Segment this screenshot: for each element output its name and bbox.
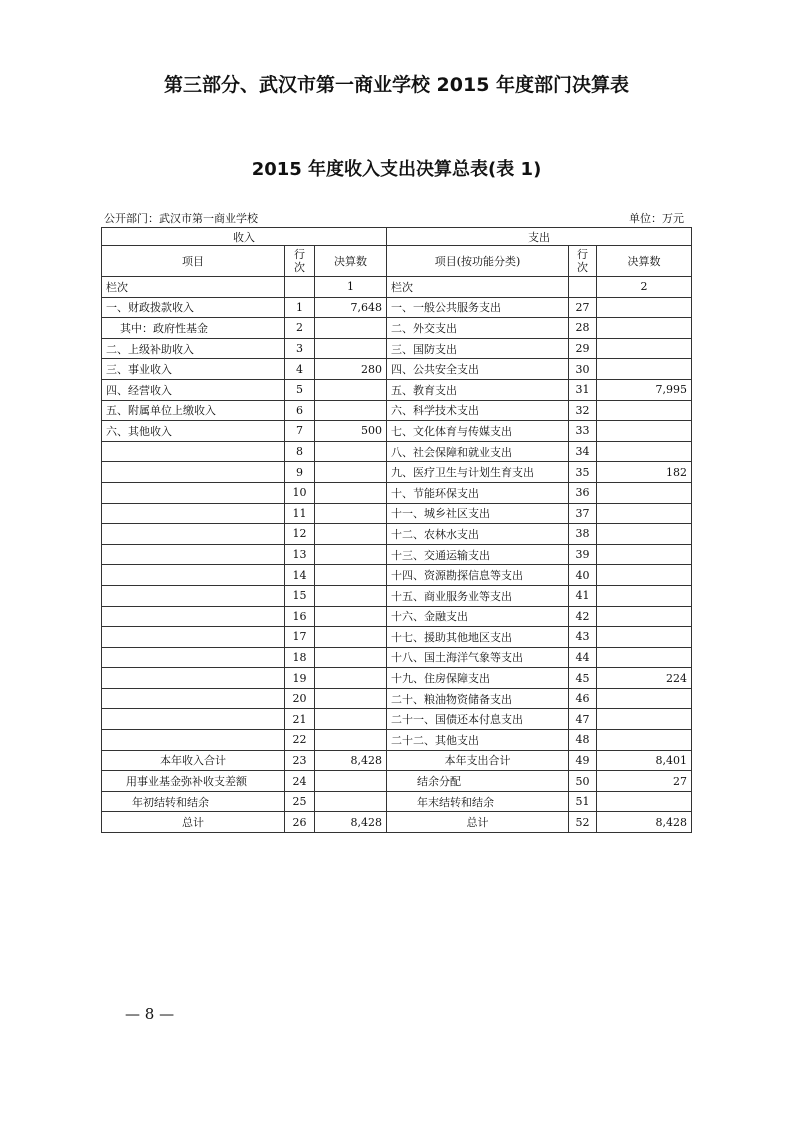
expense-item-cell: 十五、商业服务业等支出 <box>387 585 569 606</box>
expense-line-cell: 44 <box>569 647 597 668</box>
expense-amount-cell <box>597 730 692 751</box>
income-item-cell: 四、经营收入 <box>102 379 285 400</box>
expense-line-cell: 33 <box>569 421 597 442</box>
expense-line-cell: 27 <box>569 297 597 318</box>
income-amount-cell <box>315 730 387 751</box>
expense-item-cell: 五、教育支出 <box>387 379 569 400</box>
income-item-cell: 本年收入合计 <box>102 750 285 771</box>
expense-line-cell: 34 <box>569 441 597 462</box>
col-header-amount2: 决算数 <box>597 246 692 277</box>
income-amount-cell <box>315 709 387 730</box>
expense-item-cell: 十九、住房保障支出 <box>387 668 569 689</box>
table-row <box>102 730 692 751</box>
income-item-cell <box>102 462 285 483</box>
income-line-cell: 15 <box>285 585 315 606</box>
income-header: 收入 <box>102 228 387 246</box>
expense-line-cell: 28 <box>569 318 597 339</box>
income-line-cell: 3 <box>285 338 315 359</box>
income-item-cell <box>102 441 285 462</box>
expense-item-cell: 六、科学技术支出 <box>387 400 569 421</box>
expense-line-cell: 36 <box>569 482 597 503</box>
expense-amount-cell: 27 <box>597 771 692 792</box>
income-line-cell: 11 <box>285 503 315 524</box>
income-line-cell: 26 <box>285 812 315 833</box>
income-item-cell <box>102 503 285 524</box>
expense-item-cell: 一、一般公共服务支出 <box>387 297 569 318</box>
expense-amount-cell <box>597 627 692 648</box>
income-line-cell: 4 <box>285 359 315 380</box>
expense-item-cell: 二十、粮油物资储备支出 <box>387 688 569 709</box>
expense-amount-cell <box>597 709 692 730</box>
table-body <box>102 277 692 833</box>
expense-amount-cell <box>597 359 692 380</box>
table-header-row <box>102 246 692 277</box>
expense-amount-cell: 8,401 <box>597 750 692 771</box>
income-item-cell: 一、财政拨款收入 <box>102 297 285 318</box>
income-line-cell: 18 <box>285 647 315 668</box>
expense-amount-cell: 182 <box>597 462 692 483</box>
income-expense-table <box>101 227 692 833</box>
income-item-cell: 六、其他收入 <box>102 421 285 442</box>
expense-amount-cell <box>597 544 692 565</box>
income-amount-cell <box>315 627 387 648</box>
table-row <box>102 338 692 359</box>
expense-item-cell: 二十二、其他支出 <box>387 730 569 751</box>
expense-item-cell: 九、医疗卫生与计划生育支出 <box>387 462 569 483</box>
income-line-cell: 25 <box>285 791 315 812</box>
income-amount-cell: 8,428 <box>315 750 387 771</box>
income-item-cell <box>102 730 285 751</box>
income-item-cell <box>102 627 285 648</box>
table-row <box>102 503 692 524</box>
income-amount-cell <box>315 668 387 689</box>
income-item-cell: 年初结转和结余 <box>102 791 285 812</box>
income-item-cell <box>102 688 285 709</box>
income-line-cell: 17 <box>285 627 315 648</box>
expense-line-cell: 41 <box>569 585 597 606</box>
income-item-cell <box>102 647 285 668</box>
table-row <box>102 606 692 627</box>
column-empty-left <box>285 277 315 298</box>
income-amount-cell: 8,428 <box>315 812 387 833</box>
unit-label: 单位：万元 <box>629 212 684 225</box>
income-item-cell <box>102 482 285 503</box>
expense-line-cell: 32 <box>569 400 597 421</box>
expense-item-cell: 十三、交通运输支出 <box>387 544 569 565</box>
income-item-cell <box>102 668 285 689</box>
expense-amount-cell <box>597 585 692 606</box>
expense-amount-cell <box>597 318 692 339</box>
table-header-group-row <box>102 228 692 246</box>
expense-line-cell: 29 <box>569 338 597 359</box>
income-item-cell <box>102 585 285 606</box>
income-amount-cell: 500 <box>315 421 387 442</box>
expense-line-cell: 43 <box>569 627 597 648</box>
expense-amount-cell <box>597 791 692 812</box>
summary-row <box>102 750 692 771</box>
table-title: 2015 年度收入支出决算总表(表 1) <box>251 159 542 180</box>
expense-item-cell: 总计 <box>387 812 569 833</box>
income-amount-cell <box>315 647 387 668</box>
income-line-cell: 8 <box>285 441 315 462</box>
income-line-cell: 21 <box>285 709 315 730</box>
column-label-right: 栏次 <box>387 277 569 298</box>
expense-item-cell: 八、社会保障和就业支出 <box>387 441 569 462</box>
table-row <box>102 359 692 380</box>
table-row <box>102 688 692 709</box>
expense-amount-cell <box>597 421 692 442</box>
expense-item-cell: 结余分配 <box>387 771 569 792</box>
expense-amount-cell: 224 <box>597 668 692 689</box>
income-amount-cell <box>315 318 387 339</box>
income-amount-cell <box>315 338 387 359</box>
expense-line-cell: 47 <box>569 709 597 730</box>
expense-amount-cell <box>597 482 692 503</box>
table-row <box>102 441 692 462</box>
table-row <box>102 462 692 483</box>
col-header-item: 项目 <box>102 246 285 277</box>
expense-amount-cell <box>597 524 692 545</box>
expense-item-cell: 三、国防支出 <box>387 338 569 359</box>
income-amount-cell <box>315 400 387 421</box>
column-num-right: 2 <box>597 277 692 298</box>
income-line-cell: 23 <box>285 750 315 771</box>
expense-line-cell: 30 <box>569 359 597 380</box>
income-item-cell <box>102 565 285 586</box>
col-header-line2: 行次 <box>569 246 597 277</box>
table-row <box>102 585 692 606</box>
expense-header: 支出 <box>387 228 692 246</box>
summary-row <box>102 771 692 792</box>
expense-line-cell: 52 <box>569 812 597 833</box>
expense-item-cell: 十八、国土海洋气象等支出 <box>387 647 569 668</box>
page-title: 第三部分、武汉市第一商业学校 2015 年度部门决算表 <box>163 74 630 96</box>
income-item-cell <box>102 709 285 730</box>
expense-line-cell: 37 <box>569 503 597 524</box>
income-amount-cell <box>315 688 387 709</box>
expense-item-cell: 十六、金融支出 <box>387 606 569 627</box>
table-row <box>102 647 692 668</box>
income-line-cell: 13 <box>285 544 315 565</box>
table-row <box>102 482 692 503</box>
expense-line-cell: 39 <box>569 544 597 565</box>
income-line-cell: 19 <box>285 668 315 689</box>
expense-amount-cell: 8,428 <box>597 812 692 833</box>
expense-amount-cell <box>597 338 692 359</box>
table-row <box>102 297 692 318</box>
expense-line-cell: 49 <box>569 750 597 771</box>
column-empty-right <box>569 277 597 298</box>
expense-item-cell: 本年支出合计 <box>387 750 569 771</box>
income-item-cell: 三、事业收入 <box>102 359 285 380</box>
income-line-cell: 5 <box>285 379 315 400</box>
income-amount-cell <box>315 482 387 503</box>
expense-line-cell: 48 <box>569 730 597 751</box>
income-amount-cell <box>315 441 387 462</box>
income-item-cell: 用事业基金弥补收支差额 <box>102 771 285 792</box>
department-label: 公开部门：武汉市第一商业学校 <box>104 212 258 225</box>
expense-amount-cell <box>597 688 692 709</box>
column-num-left: 1 <box>315 277 387 298</box>
expense-item-cell: 十四、资源勘探信息等支出 <box>387 565 569 586</box>
income-line-cell: 1 <box>285 297 315 318</box>
income-item-cell: 二、上级补助收入 <box>102 338 285 359</box>
income-amount-cell <box>315 606 387 627</box>
table-row <box>102 544 692 565</box>
income-line-cell: 10 <box>285 482 315 503</box>
income-item-cell <box>102 544 285 565</box>
income-item-cell: 五、附属单位上缴收入 <box>102 400 285 421</box>
table-row <box>102 379 692 400</box>
income-line-cell: 9 <box>285 462 315 483</box>
table-meta <box>104 210 684 226</box>
expense-item-cell: 二、外交支出 <box>387 318 569 339</box>
income-item-cell: 总计 <box>102 812 285 833</box>
income-amount-cell <box>315 565 387 586</box>
column-number-row <box>102 277 692 298</box>
expense-amount-cell: 7,995 <box>597 379 692 400</box>
income-amount-cell <box>315 585 387 606</box>
expense-line-cell: 51 <box>569 791 597 812</box>
expense-line-cell: 31 <box>569 379 597 400</box>
income-line-cell: 22 <box>285 730 315 751</box>
col-header-item-func: 项目(按功能分类) <box>387 246 569 277</box>
income-line-cell: 14 <box>285 565 315 586</box>
expense-item-cell: 十一、城乡社区支出 <box>387 503 569 524</box>
expense-item-cell: 十七、援助其他地区支出 <box>387 627 569 648</box>
page-number: — 8 — <box>125 1005 175 1023</box>
column-label-left: 栏次 <box>102 277 285 298</box>
expense-line-cell: 42 <box>569 606 597 627</box>
expense-item-cell: 十、节能环保支出 <box>387 482 569 503</box>
expense-amount-cell <box>597 606 692 627</box>
expense-amount-cell <box>597 565 692 586</box>
income-item-cell <box>102 606 285 627</box>
expense-item-cell: 四、公共安全支出 <box>387 359 569 380</box>
income-amount-cell <box>315 462 387 483</box>
expense-amount-cell <box>597 297 692 318</box>
table-row <box>102 421 692 442</box>
table-row <box>102 668 692 689</box>
expense-item-cell: 年末结转和结余 <box>387 791 569 812</box>
expense-item-cell: 十二、农林水支出 <box>387 524 569 545</box>
income-amount-cell <box>315 503 387 524</box>
expense-item-cell: 二十一、国债还本付息支出 <box>387 709 569 730</box>
table-row <box>102 627 692 648</box>
col-header-line: 行次 <box>285 246 315 277</box>
expense-line-cell: 38 <box>569 524 597 545</box>
income-item-cell: 其中：政府性基金 <box>102 318 285 339</box>
table-row <box>102 565 692 586</box>
income-amount-cell <box>315 379 387 400</box>
income-amount-cell: 7,648 <box>315 297 387 318</box>
income-line-cell: 24 <box>285 771 315 792</box>
income-line-cell: 2 <box>285 318 315 339</box>
income-item-cell <box>102 524 285 545</box>
table-row <box>102 400 692 421</box>
income-amount-cell <box>315 524 387 545</box>
expense-line-cell: 46 <box>569 688 597 709</box>
expense-line-cell: 35 <box>569 462 597 483</box>
table-row <box>102 524 692 545</box>
expense-amount-cell <box>597 503 692 524</box>
income-amount-cell <box>315 791 387 812</box>
expense-amount-cell <box>597 647 692 668</box>
expense-line-cell: 40 <box>569 565 597 586</box>
table-row <box>102 709 692 730</box>
income-line-cell: 20 <box>285 688 315 709</box>
table-row <box>102 318 692 339</box>
income-line-cell: 6 <box>285 400 315 421</box>
expense-item-cell: 七、文化体育与传媒支出 <box>387 421 569 442</box>
summary-row <box>102 791 692 812</box>
expense-line-cell: 50 <box>569 771 597 792</box>
expense-line-cell: 45 <box>569 668 597 689</box>
income-amount-cell <box>315 771 387 792</box>
income-amount-cell <box>315 544 387 565</box>
expense-amount-cell <box>597 441 692 462</box>
income-line-cell: 16 <box>285 606 315 627</box>
income-line-cell: 12 <box>285 524 315 545</box>
col-header-amount: 决算数 <box>315 246 387 277</box>
expense-amount-cell <box>597 400 692 421</box>
income-line-cell: 7 <box>285 421 315 442</box>
summary-row <box>102 812 692 833</box>
income-amount-cell: 280 <box>315 359 387 380</box>
